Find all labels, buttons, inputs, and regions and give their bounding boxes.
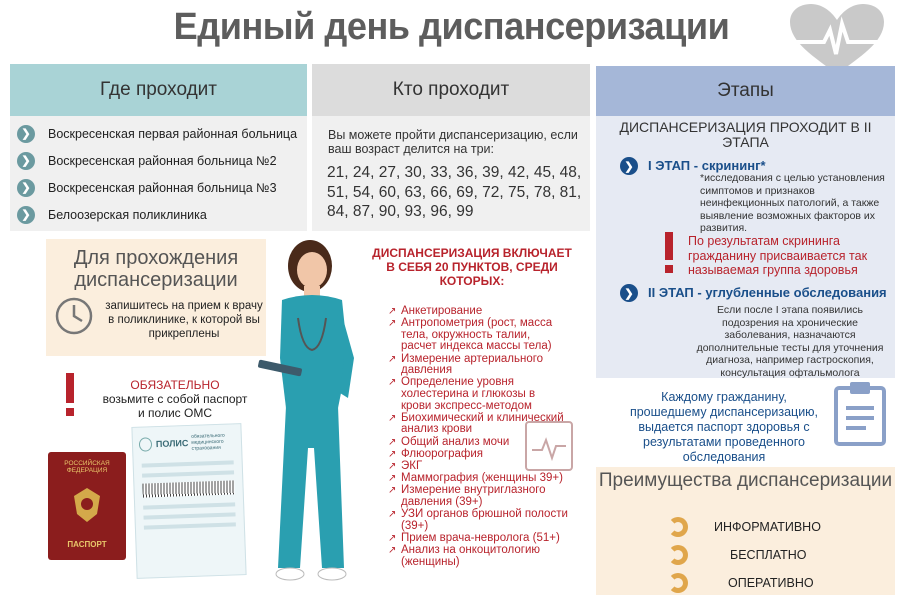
oms-polis-image: ПОЛИС обязательного медицинского страхования [131,423,246,579]
clock-icon [54,296,94,336]
list-item: ↗ Анализ на онкоцитологию (женщины) [388,545,568,568]
arrow-right-icon: ❯ [620,157,638,175]
exclamation-icon [64,373,76,417]
list-item: ↗ Измерение внутриглазного давления (39+) [388,485,568,508]
list-item: ↗ Прием врача-невролога (51+) [388,533,568,545]
list-item: ↗ Определение уровня холестерина и глюкозы в крови экспресс-методом [388,377,568,412]
stages-heading: ДИСПАНСЕРИЗАЦИЯ ПРОХОДИТ В II ЭТАПА [619,119,872,150]
stages-header: Этапы [596,66,895,116]
stage1-title: I ЭТАП - скрининг* [648,158,766,173]
coat-of-arms-icon [70,484,104,524]
list-item: ❯ Воскресенская районная больница №3 [10,174,307,201]
arrow-right-icon: ❯ [17,179,35,197]
hospitals-list [10,116,307,231]
list-item: ↗ Анкетирование [388,306,568,318]
where-header: Где проходит [10,64,307,116]
passport-image: РОССИЙСКАЯ ФЕДЕРАЦИЯ ПАСПОРТ [48,452,126,560]
who-intro: Вы можете пройти диспансеризацию, если ваш возраст делится на три: [328,128,578,156]
arrow-right-icon: ❯ [620,284,638,302]
list-item: ↗ Измерение артериального давления [388,354,568,377]
stage2-title: II ЭТАП - углубленные обследования [648,285,887,300]
preparation-text: запишитесь на прием к врачу в поликлинике, к которой вы прикреплены [105,300,263,340]
required-note: ОБЯЗАТЕЛЬНО возьмите с собой паспорт и полис ОМС [102,378,248,420]
emblem-icon [139,437,152,451]
stage1-description: *исследования с целью установления симптомов и признаков неинфекционных патологий, а также выявление возможных факторов их развития. [700,172,885,234]
arrow-right-icon: ❯ [17,125,35,143]
who-header: Кто проходит [312,64,590,116]
clipboard-icon [832,380,888,446]
list-item: ↗ Флюорография [388,449,568,461]
heart-pulse-icon [784,2,890,76]
list-item: ↗ Маммография (женщины 39+) [388,473,568,485]
arrow-right-icon: ❯ [17,206,35,224]
nurse-illustration [252,238,372,590]
circle-arrow-icon [668,573,688,593]
list-item: ↗ УЗИ органов брюшной полости (39+) [388,509,568,532]
health-passport-note: Каждому гражданину, прошедшему диспансеризацию, выдается паспорт здоровья с результатами проведенного обследования [629,390,819,464]
stage1-result: По результатам скрининга гражданину присваивается так называемая группа здоровья [688,234,868,277]
list-item: ОПЕРАТИВНО [668,573,814,593]
stage2-description: Если после I этапа появились подозрения на хронические заболевания, назначаются дополнительные тесты для уточнения диагноза, например гастроскопия, консультация офтальмолога [696,304,884,379]
list-item: ↗ ЭКГ [388,461,568,473]
includes-title: ДИСПАНСЕРИЗАЦИЯ ВКЛЮЧАЕТ В СЕБЯ 20 ПУНКТОВ, СРЕДИ КОТОРЫХ: [372,246,572,288]
page-title: Единый день диспансеризации [173,6,730,48]
exclamation-icon [664,232,674,274]
list-item: ↗ Биохимический и клинический анализ крови [388,413,568,436]
circle-arrow-icon [668,545,688,565]
list-item: ИНФОРМАТИВНО [668,517,821,537]
circle-arrow-icon [668,517,688,537]
arrow-right-icon: ❯ [17,152,35,170]
preparation-title: Для прохождения диспансеризации [73,247,239,291]
list-item: ↗ Общий анализ мочи [388,437,568,449]
cardio-monitor-icon [524,420,574,472]
list-item: ❯ Воскресенская районная больница №2 [10,147,307,174]
list-item: ❯ Воскресенская первая районная больница [10,120,307,147]
ages-list: 21, 24, 27, 30, 33, 36, 39, 42, 45, 48, 51, 54, 60, 63, 66, 69, 72, 75, 78, 81, 84, 87, 90, 93, 96, 99 [327,164,582,220]
advantages-title: Преимущества диспансеризации [598,470,893,491]
list-item: ❯ Белоозерская поликлиника [10,201,307,228]
barcode [142,480,234,497]
list-item: ↗ Антропометрия (рост, масса тела, окружность талии, расчет индекса массы тела) [388,318,568,353]
list-item: БЕСПЛАТНО [668,545,807,565]
